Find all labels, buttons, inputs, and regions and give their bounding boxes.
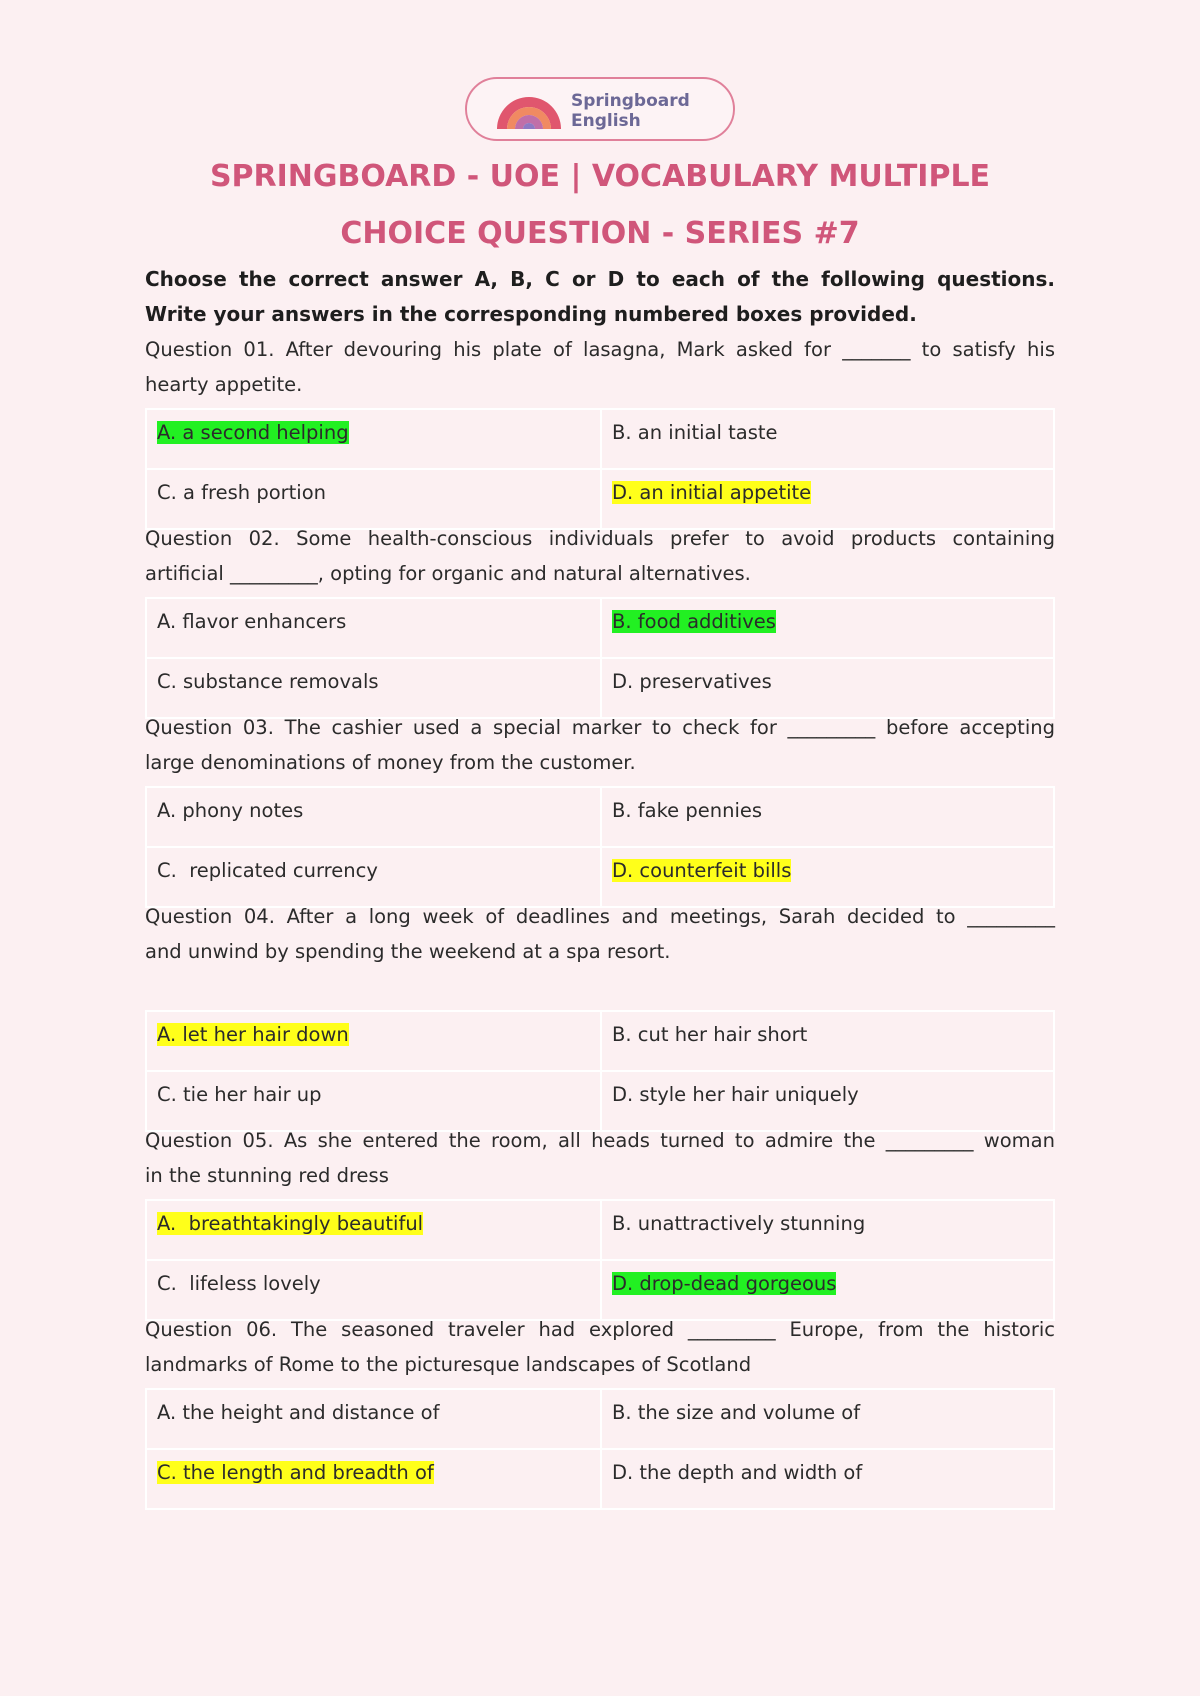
options-table-4 xyxy=(145,1010,1055,1132)
option-d[interactable] xyxy=(600,470,1053,528)
option-d-label: D. style her hair uniquely xyxy=(612,1083,859,1106)
option-b-label: B. an initial taste xyxy=(612,421,778,444)
option-b-label: B. food additives xyxy=(612,610,776,633)
option-d-label: D. the depth and width of xyxy=(612,1461,863,1484)
option-d-label: D. preservatives xyxy=(612,670,772,693)
rainbow-logo-icon xyxy=(493,87,565,131)
question-1 xyxy=(145,332,1055,402)
option-d-label: D. drop-dead gorgeous xyxy=(612,1272,837,1295)
option-a-label: A. flavor enhancers xyxy=(157,610,347,633)
question-2 xyxy=(145,521,1055,591)
question-text-line-1: Question 06. The seasoned traveler had explored _________ Europe, from the historic xyxy=(145,1318,1055,1341)
option-a[interactable] xyxy=(147,599,600,657)
option-b[interactable] xyxy=(600,1390,1053,1448)
option-a-label: A. a second helping xyxy=(157,421,349,444)
question-text-line-2: hearty appetite. xyxy=(145,373,303,396)
logo-wordmark xyxy=(571,91,690,131)
options-table-2 xyxy=(145,597,1055,719)
options-table-1 xyxy=(145,408,1055,530)
option-b[interactable] xyxy=(600,788,1053,846)
option-b-label: B. the size and volume of xyxy=(612,1401,861,1424)
instructions xyxy=(145,262,1055,332)
option-c-label: C. substance removals xyxy=(157,670,379,693)
option-c[interactable] xyxy=(147,1450,600,1508)
question-text-line-1: Question 04. After a long week of deadlines and meetings, Sarah decided to _________ xyxy=(145,905,1055,928)
option-d-label: D. counterfeit bills xyxy=(612,859,792,882)
option-b-label: B. fake pennies xyxy=(612,799,763,822)
option-b[interactable] xyxy=(600,1012,1053,1070)
question-text-line-2: and unwind by spending the weekend at a spa resort. xyxy=(145,940,671,963)
option-b[interactable] xyxy=(600,1201,1053,1259)
option-c-label: C. lifeless lovely xyxy=(157,1272,321,1295)
options-table-6 xyxy=(145,1388,1055,1510)
question-text-line-2: landmarks of Rome to the picturesque landscapes of Scotland xyxy=(145,1353,752,1376)
question-text-line-2: large denominations of money from the customer. xyxy=(145,751,636,774)
options-table-3 xyxy=(145,786,1055,908)
question-4 xyxy=(145,899,1055,969)
option-c[interactable] xyxy=(147,659,600,717)
option-a[interactable] xyxy=(147,1390,600,1448)
question-text-line-1: Question 01. After devouring his plate of lasagna, Mark asked for _______ to satisfy his xyxy=(145,338,1055,361)
option-d[interactable] xyxy=(600,848,1053,906)
page-title xyxy=(145,148,1055,262)
instructions-line-1: Choose the correct answer A, B, C or D to each of the following questions. xyxy=(145,267,1055,291)
option-c[interactable] xyxy=(147,470,600,528)
question-text-line-1: Question 03. The cashier used a special marker to check for _________ before accepting xyxy=(145,716,1055,739)
option-c-label: C. replicated currency xyxy=(157,859,378,882)
springboard-logo xyxy=(465,77,735,141)
option-d[interactable] xyxy=(600,1450,1053,1508)
question-5 xyxy=(145,1123,1055,1193)
option-a[interactable] xyxy=(147,1201,600,1259)
title-line-1: SPRINGBOARD - UOE | VOCABULARY MULTIPLE xyxy=(209,159,991,194)
question-3 xyxy=(145,710,1055,780)
option-d[interactable] xyxy=(600,659,1053,717)
option-a[interactable] xyxy=(147,788,600,846)
option-b-label: B. unattractively stunning xyxy=(612,1212,866,1235)
option-a[interactable] xyxy=(147,1012,600,1070)
option-c-label: C. the length and breadth of xyxy=(157,1461,434,1484)
option-a-label: A. let her hair down xyxy=(157,1023,349,1046)
option-b[interactable] xyxy=(600,410,1053,468)
question-6 xyxy=(145,1312,1055,1382)
option-c[interactable] xyxy=(147,848,600,906)
question-text-line-1: Question 05. As she entered the room, all heads turned to admire the _________ woman xyxy=(145,1129,1055,1152)
option-a[interactable] xyxy=(147,410,600,468)
option-d[interactable] xyxy=(600,1261,1053,1319)
option-a-label: A. phony notes xyxy=(157,799,304,822)
option-a-label: A. the height and distance of xyxy=(157,1401,440,1424)
question-text-line-2: artificial _________, opting for organic and natural alternatives. xyxy=(145,562,751,585)
options-table-5 xyxy=(145,1199,1055,1321)
option-b[interactable] xyxy=(600,599,1053,657)
option-c-label: C. a fresh portion xyxy=(157,481,327,504)
option-c[interactable] xyxy=(147,1072,600,1130)
question-text-line-2: in the stunning red dress xyxy=(145,1164,389,1187)
option-c-label: C. tie her hair up xyxy=(157,1083,322,1106)
title-line-2: CHOICE QUESTION - SERIES #7 xyxy=(340,216,860,251)
logo-line-2: English xyxy=(571,111,641,131)
question-text-line-1: Question 02. Some health-conscious individuals prefer to avoid products containing xyxy=(145,527,1055,550)
option-c[interactable] xyxy=(147,1261,600,1319)
option-b-label: B. cut her hair short xyxy=(612,1023,808,1046)
option-d[interactable] xyxy=(600,1072,1053,1130)
option-a-label: A. breathtakingly beautiful xyxy=(157,1212,424,1235)
logo-line-1: Springboard xyxy=(571,91,690,111)
instructions-line-2: Write your answers in the corresponding numbered boxes provided. xyxy=(145,302,917,326)
option-d-label: D. an initial appetite xyxy=(612,481,812,504)
